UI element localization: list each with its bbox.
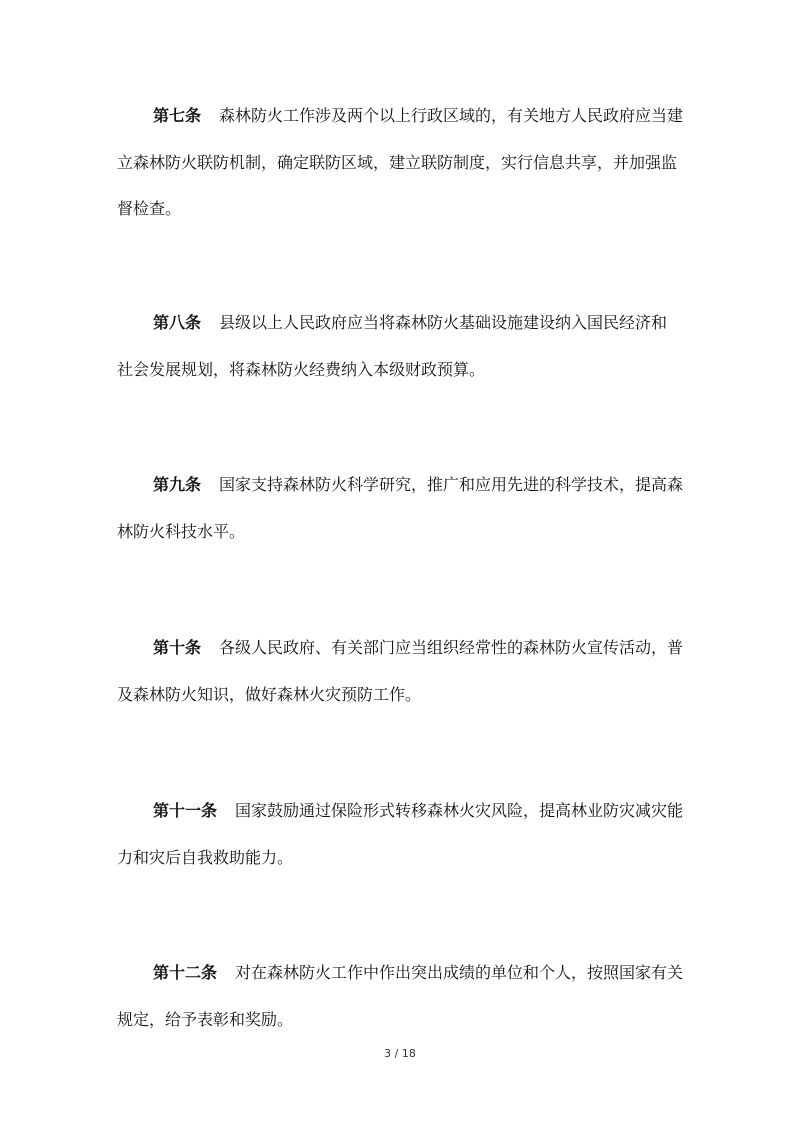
- article-text: 规定，给予表彰和奖励。: [117, 1009, 294, 1029]
- article-paragraph: [117, 625, 687, 718]
- article-line: [117, 300, 687, 347]
- article-line: [117, 140, 687, 187]
- article-heading: 第十条: [153, 638, 202, 657]
- article-text: 对在森林防火工作中作出突出成绩的单位和个人，按照国家有关: [235, 963, 684, 982]
- article-line: [117, 186, 687, 233]
- article-text: 国家支持森林防火科学研究，推广和应用先进的科学技术，提高森: [219, 475, 684, 494]
- article-text: 森林防火工作涉及两个以上行政区域的，有关地方人民政府应当建: [219, 106, 684, 125]
- article-paragraph: [117, 300, 687, 393]
- article-text: 社会发展规划，将森林防火经费纳入本级财政预算。: [117, 359, 486, 379]
- article-paragraph: [117, 950, 687, 1043]
- article-line: [117, 835, 687, 882]
- article-text: 立森林防火联防机制，确定联防区域，建立联防制度，实行信息共享，并加强监: [117, 152, 678, 172]
- article-heading: 第八条: [153, 313, 202, 332]
- article-line: [117, 509, 687, 556]
- article-heading: 第十二条: [153, 963, 218, 982]
- article-line: [117, 997, 687, 1044]
- article-text: 国家鼓励通过保险形式转移森林火灾风险，提高林业防灾减灾能: [235, 801, 684, 820]
- article-line: [117, 625, 687, 672]
- article-paragraph: [117, 788, 687, 881]
- article-heading: 第九条: [153, 475, 202, 494]
- article-line: [117, 347, 687, 394]
- article-text: 县级以上人民政府应当将森林防火基础设施建设纳入国民经济和: [219, 313, 668, 332]
- article-line: [117, 462, 687, 509]
- article-line: [117, 788, 687, 835]
- article-line: [117, 672, 687, 719]
- article-paragraph: [117, 462, 687, 555]
- article-paragraph: [117, 93, 687, 233]
- article-heading: 第七条: [153, 106, 202, 125]
- article-line: [117, 950, 687, 997]
- article-text: 督检查。: [117, 199, 182, 218]
- article-text: 力和灾后自我救助能力。: [117, 847, 294, 867]
- article-text: 及森林防火知识，做好森林火灾预防工作。: [117, 684, 422, 704]
- page-number: 3 / 18: [384, 1047, 416, 1060]
- article-heading: 第十一条: [153, 801, 218, 820]
- article-text: 林防火科技水平。: [117, 521, 246, 541]
- article-line: [117, 93, 687, 140]
- article-text: 各级人民政府、有关部门应当组织经常性的森林防火宣传活动，普: [219, 638, 684, 657]
